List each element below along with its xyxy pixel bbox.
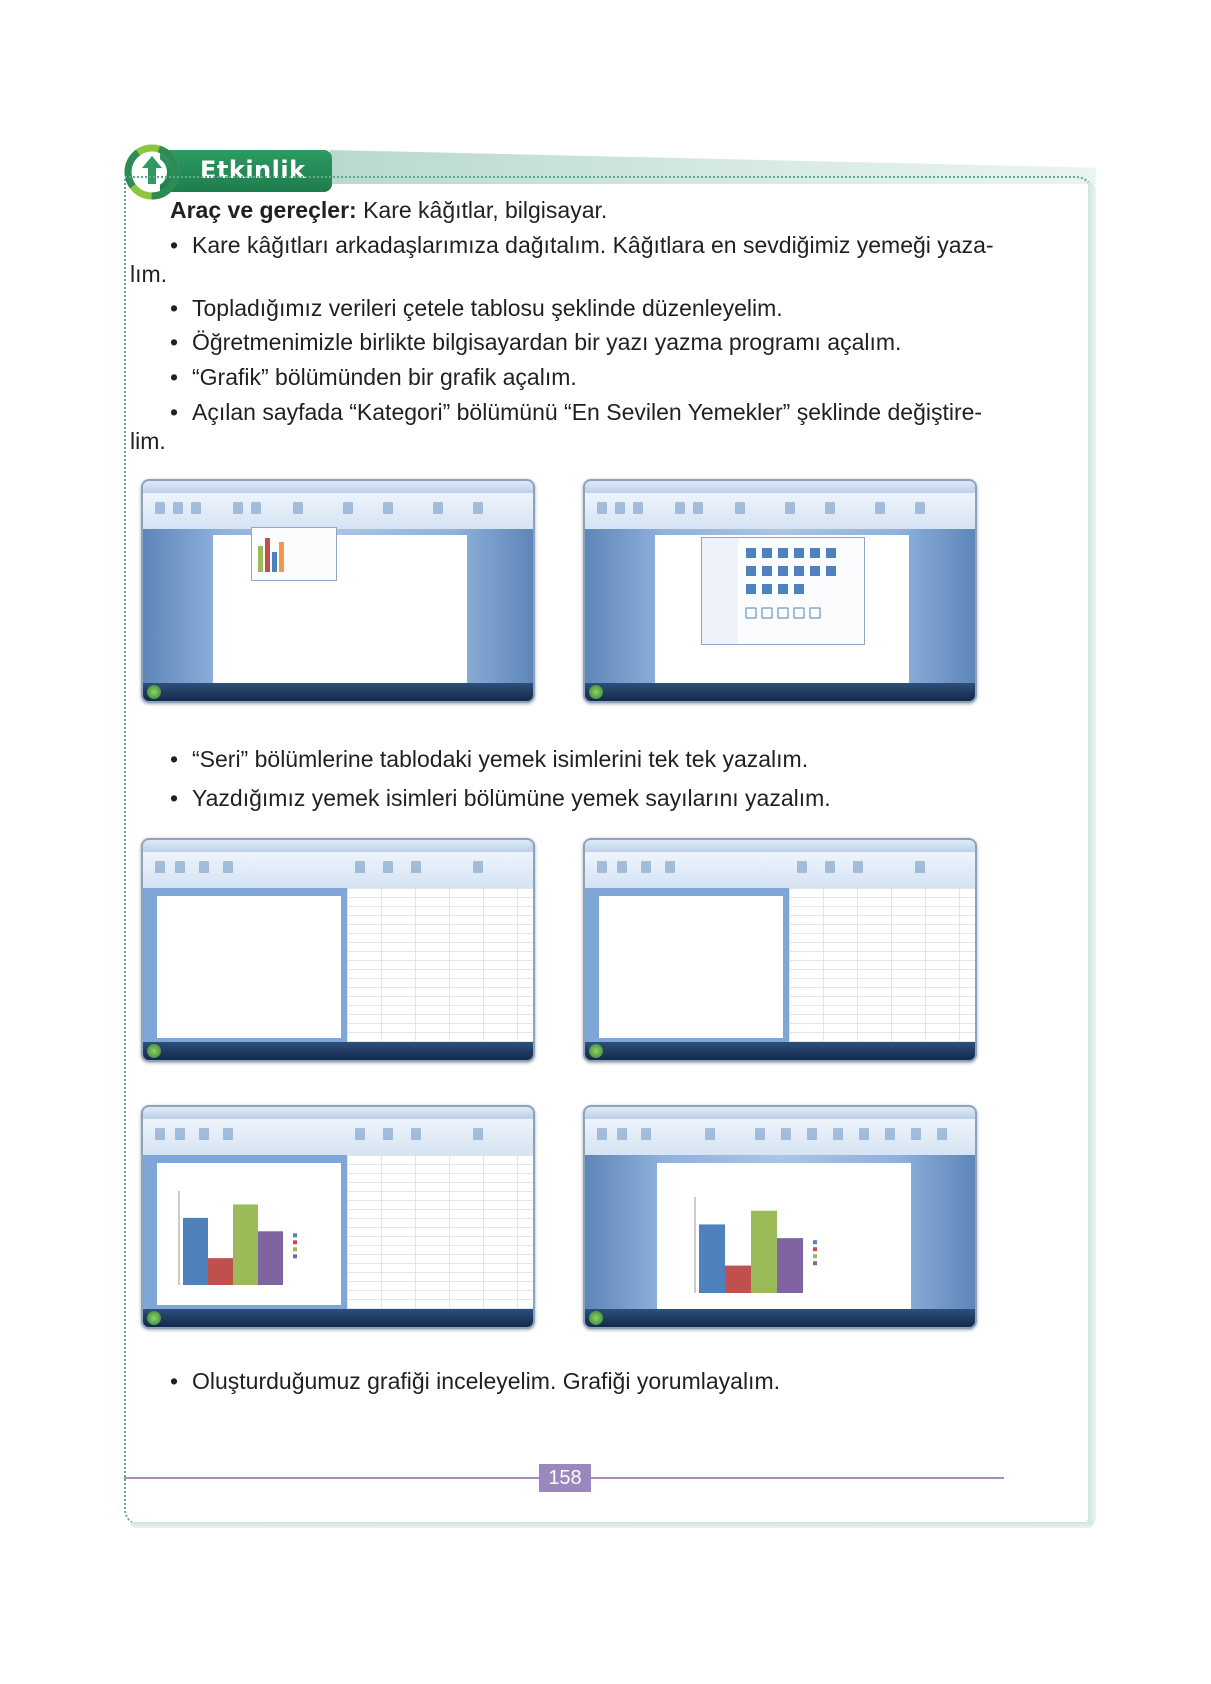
list-item — [170, 361, 577, 393]
list-item — [170, 326, 901, 358]
footer-rule-left — [124, 1477, 539, 1479]
step-text: “Seri” bölümlerine tablodaki yemek isimlerini tek tek yazalım. — [192, 746, 809, 772]
list-item — [170, 229, 994, 261]
step-text: Öğretmenimizle birlikte bilgisayardan bir yazı yazma programı açalım. — [192, 329, 902, 355]
screenshot-series-names — [583, 838, 977, 1062]
chart-bar — [208, 1258, 233, 1285]
chart-bar — [751, 1211, 777, 1293]
list-item — [170, 292, 783, 324]
bullet-icon: • — [170, 399, 179, 425]
step-text: “Grafik” bölümünden bir grafik açalım. — [192, 364, 577, 390]
materials-text: Kare kâğıtlar, bilgisayar. — [356, 197, 608, 223]
screenshot-chart-with-values — [141, 1105, 535, 1329]
step-text: Topladığımız verileri çetele tablosu şeklinde düzenleyelim. — [192, 295, 783, 321]
chart-bar — [233, 1204, 258, 1285]
legend-swatch — [813, 1240, 817, 1244]
bar-chart-preview — [657, 1163, 911, 1313]
step-text: Yazdığımız yemek isimleri bölümüne yemek sayılarını yazalım. — [192, 785, 831, 811]
chart-bar — [183, 1218, 208, 1285]
screenshot-chart-type-dialog — [583, 479, 977, 703]
screenshot-series-empty — [141, 838, 535, 1062]
chart-bar — [725, 1266, 751, 1293]
legend-swatch — [293, 1247, 297, 1251]
step-text: Oluşturduğumuz grafiği inceleyelim. Grafiği yorumlayalım. — [192, 1368, 780, 1394]
frame-shadow — [1088, 182, 1096, 1526]
screenshot-final-chart — [583, 1105, 977, 1329]
legend-swatch — [293, 1254, 297, 1258]
screenshot-word-chart-menu — [141, 479, 535, 703]
bullet-icon: • — [170, 329, 179, 355]
bullet-icon: • — [170, 746, 179, 772]
activity-title: Etkinlik — [200, 156, 306, 184]
materials-line — [170, 194, 607, 226]
footer-rule-right — [591, 1477, 1004, 1479]
materials-label: Araç ve gereçler: — [170, 197, 357, 223]
bullet-icon: • — [170, 295, 179, 321]
bullet-icon: • — [170, 364, 179, 390]
bar-chart-preview — [157, 1163, 341, 1305]
legend-swatch — [293, 1233, 297, 1237]
chart-bar — [699, 1224, 725, 1293]
legend-swatch — [293, 1240, 297, 1244]
bullet-icon: • — [170, 785, 179, 811]
chart-bar — [258, 1231, 283, 1285]
frame-bottom-shadow — [130, 1522, 1094, 1528]
list-item — [170, 782, 831, 814]
legend-swatch — [813, 1261, 817, 1265]
list-item — [170, 743, 808, 775]
step-continuation: lim. — [130, 428, 166, 454]
step-continuation: lım. — [130, 261, 168, 287]
bullet-icon: • — [170, 1368, 179, 1394]
list-item — [170, 396, 982, 428]
page-number: 158 — [539, 1464, 591, 1492]
step-text: Açılan sayfada “Kategori” bölümünü “En Sevilen Yemekler” şeklinde değiştire- — [192, 399, 983, 425]
bullet-icon: • — [170, 232, 179, 258]
legend-swatch — [813, 1254, 817, 1258]
chart-bar — [777, 1238, 803, 1293]
list-item — [170, 1365, 780, 1397]
legend-swatch — [813, 1247, 817, 1251]
step-text: Kare kâğıtları arkadaşlarımıza dağıtalım. Kâğıtlara en sevdiğimiz yemeği yaza- — [192, 232, 994, 258]
